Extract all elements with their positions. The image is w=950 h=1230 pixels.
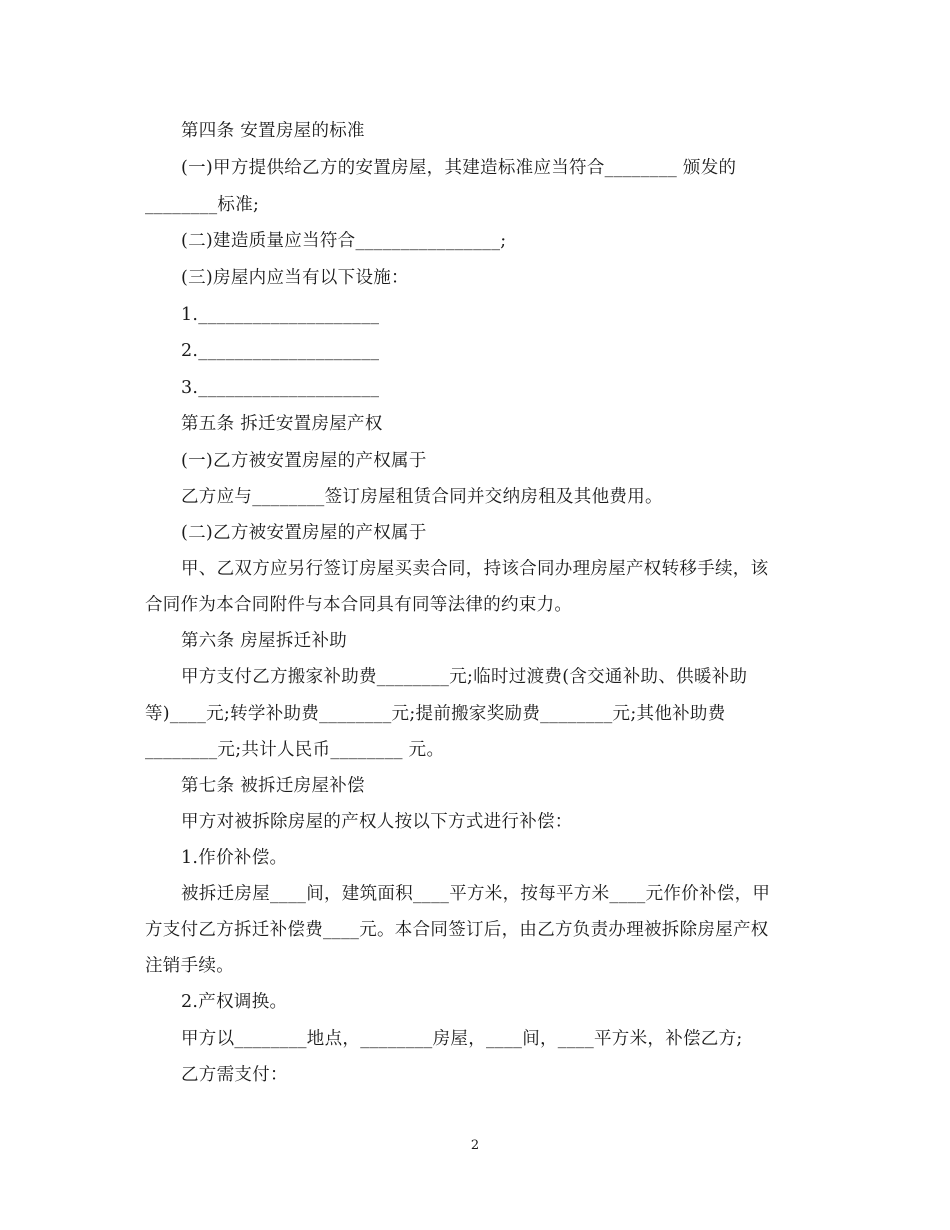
paragraph-line: 乙方需支付： bbox=[181, 1065, 288, 1085]
list-item: 1.作价补偿。 bbox=[181, 848, 288, 868]
paragraph-line: 甲、乙双方应另行签订房屋买卖合同，持该合同办理房屋产权转移手续，该 bbox=[181, 559, 769, 579]
list-item: 1.____________________ bbox=[181, 305, 380, 325]
paragraph-line: 被拆迁房屋____间，建筑面积____平方米，按每平方米____元作价补偿，甲 bbox=[181, 884, 771, 904]
article-7-heading: 第七条 被拆迁房屋补偿 bbox=[181, 776, 365, 796]
paragraph-line: (一)乙方被安置房屋的产权属于 bbox=[181, 451, 427, 471]
paragraph-line: 甲方支付乙方搬家补助费________元;临时过渡费(含交通补助、供暖补助 bbox=[181, 667, 748, 687]
paragraph-line: 等)____元;转学补助费________元;提前搬家奖励费________元;其他补助费 bbox=[145, 704, 726, 724]
paragraph-line: (三)房屋内应当有以下设施： bbox=[181, 268, 409, 288]
page-number: 2 bbox=[470, 1138, 480, 1153]
list-item: 3.____________________ bbox=[181, 378, 380, 398]
article-6-heading: 第六条 房屋拆迁补助 bbox=[181, 631, 348, 651]
list-item: 2.产权调换。 bbox=[181, 992, 288, 1012]
paragraph-line: (二)建造质量应当符合________________; bbox=[181, 231, 507, 251]
paragraph-line: 甲方对被拆除房屋的产权人按以下方式进行补偿： bbox=[181, 812, 573, 832]
paragraph-line: 注销手续。 bbox=[145, 956, 234, 976]
paragraph-line: 合同作为本合同附件与本合同具有同等法律的约束力。 bbox=[145, 595, 573, 615]
paragraph-line: 乙方应与________签订房屋租赁合同并交纳房租及其他费用。 bbox=[181, 487, 663, 507]
paragraph-line: (二)乙方被安置房屋的产权属于 bbox=[181, 523, 427, 543]
paragraph-line: (一)甲方提供给乙方的安置房屋，其建造标准应当符合________ 颁发的 bbox=[181, 158, 737, 178]
paragraph-line: 方支付乙方拆迁补偿费____元。本合同签订后，由乙方负责办理被拆除房屋产权 bbox=[145, 920, 769, 940]
article-4-heading: 第四条 安置房屋的标准 bbox=[181, 121, 365, 141]
article-5-heading: 第五条 拆迁安置房屋产权 bbox=[181, 414, 383, 434]
paragraph-line: ________元;共计人民币________ 元。 bbox=[145, 740, 445, 760]
paragraph-line: 甲方以________地点，________房屋，____间，____平方米，补偿乙方; bbox=[181, 1029, 743, 1049]
list-item: 2.____________________ bbox=[181, 341, 380, 361]
paragraph-line: ________标准; bbox=[145, 195, 260, 215]
